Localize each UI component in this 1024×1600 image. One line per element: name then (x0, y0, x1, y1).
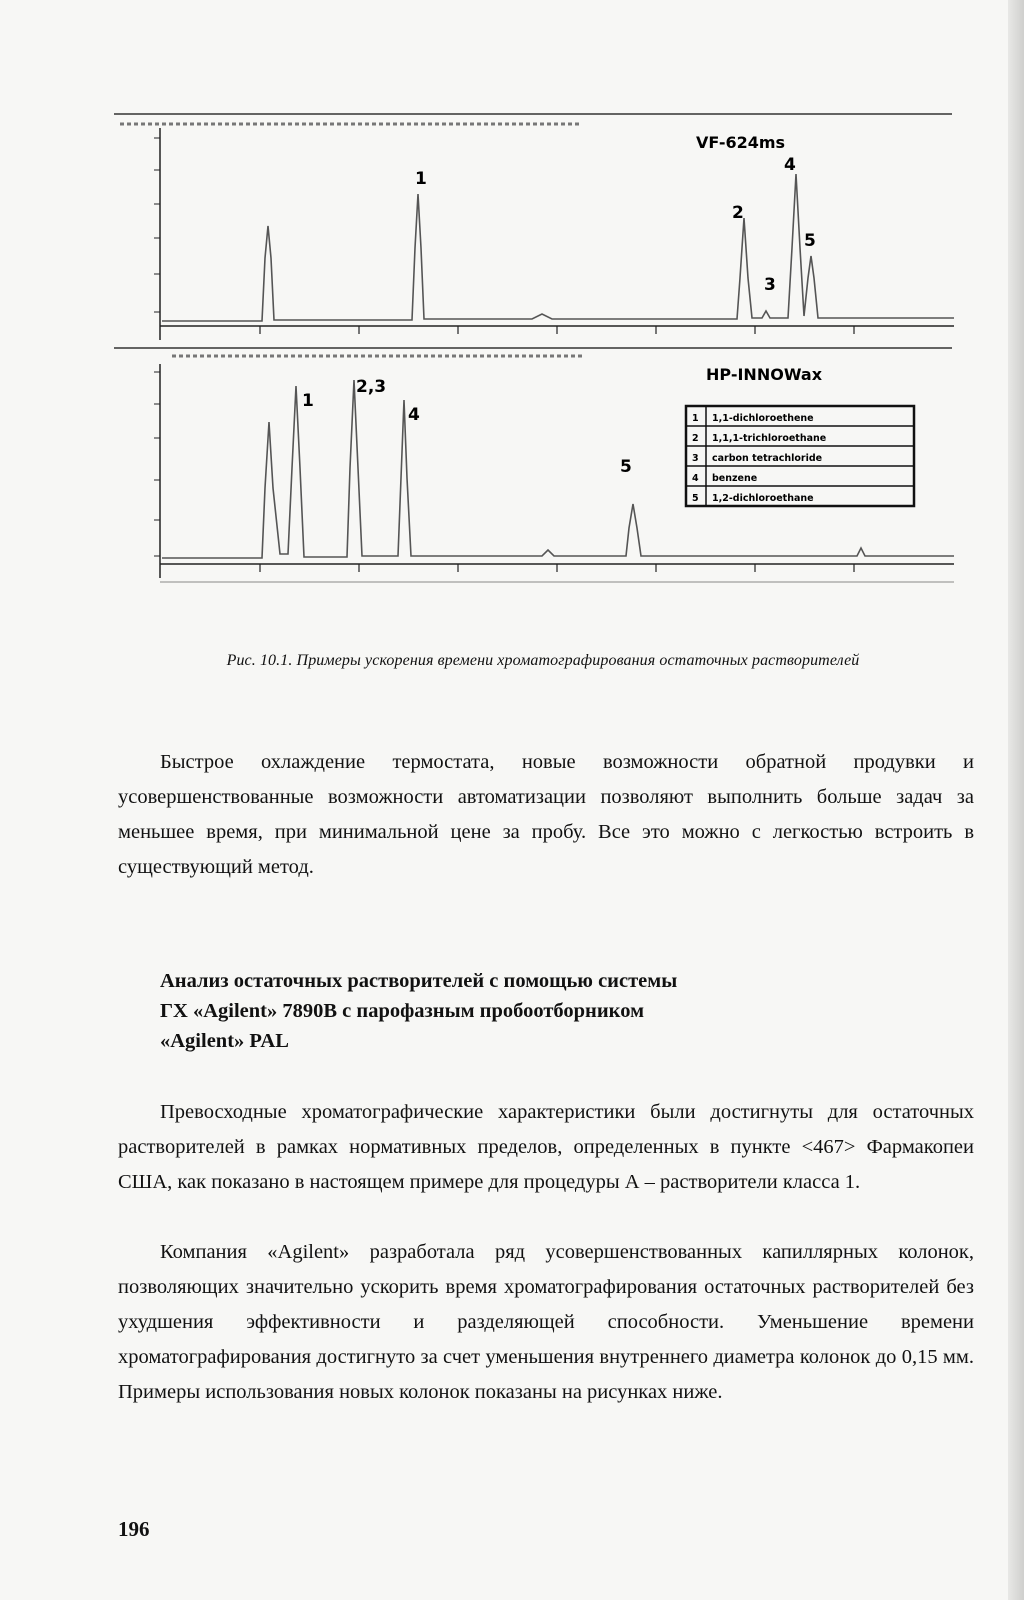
legend-name: carbon tetrachloride (712, 453, 823, 464)
heading-line: ГХ «Agilent» 7890B с парофазным пробоотборником (160, 1000, 645, 1022)
top-chart-y-ticks (154, 138, 160, 312)
legend-num: 3 (692, 453, 699, 464)
page-edge (1008, 0, 1024, 1600)
chromatogram-svg (112, 108, 974, 598)
page-number: 196 (118, 1517, 150, 1541)
section-heading (160, 966, 920, 1056)
legend-num: 2 (692, 433, 699, 444)
legend-name: 1,2-dichloroethane (712, 493, 814, 504)
bottom-chart-column-name: HP-INNOWax (706, 365, 823, 384)
peak-label: 2 (732, 203, 744, 223)
chromatogram-figure (112, 108, 974, 598)
peak-label: 5 (620, 457, 632, 477)
paragraph-characteristics: Превосходные хроматографические характеристики были достигнуты для остаточных растворителей в рамках нормативных пределов, определенных в пункте <467> Фармакопеи США, как показано в настоящем примере для процедуры А – растворители класса 1. (118, 1101, 974, 1193)
peak-label: 2,3 (356, 377, 387, 397)
figure-caption: Рис. 10.1. Примеры ускорения времени хроматографирования остаточных растворителей (226, 652, 860, 669)
top-chart-column-name: VF-624ms (696, 133, 786, 152)
heading-line: «Agilent» PAL (160, 1030, 289, 1052)
peak-label: 3 (764, 275, 776, 295)
legend-name: benzene (712, 473, 758, 484)
peak-label: 1 (415, 169, 427, 189)
legend-num: 1 (692, 413, 699, 424)
bottom-chart-y-ticks (154, 372, 160, 556)
peak-label: 1 (302, 391, 314, 411)
legend-num: 5 (692, 493, 699, 504)
peak-label: 4 (408, 405, 420, 425)
bottom-chart-x-ticks (260, 564, 854, 572)
compound-legend-table (686, 406, 914, 506)
paragraph-columns: Компания «Agilent» разработала ряд усовершенствованных капиллярных колонок, позволяющих значительно ускорить время хроматографирования остаточных растворителей без ухудшения эффективности и разделяющей способности. Уменьшение времени хроматографирования достигнуто за счет уменьшения внутреннего диаметра колонок до 0,15 мм. Примеры использования новых колонок показаны на рисунках ниже. (118, 1241, 974, 1403)
peak-label: 4 (784, 155, 796, 175)
legend-name: 1,1,1-trichloroethane (712, 433, 827, 444)
peak-label: 5 (804, 231, 816, 251)
heading-line: Анализ остаточных растворителей с помощью системы (160, 970, 678, 992)
top-chart-peak-labels (415, 155, 816, 295)
legend-num: 4 (692, 473, 699, 484)
legend-name: 1,1-dichloroethene (712, 413, 814, 424)
paragraph-thermostat: Быстрое охлаждение термостата, новые возможности обратной продувки и усовершенствованные возможности автоматизации позволяют выполнить больше задач за меньшее время, при минимальной цене за пробу. Все это можно с легкостью встроить в существующий метод. (118, 751, 974, 878)
top-chromatogram-trace (162, 174, 954, 321)
top-chart-x-ticks (260, 326, 854, 334)
